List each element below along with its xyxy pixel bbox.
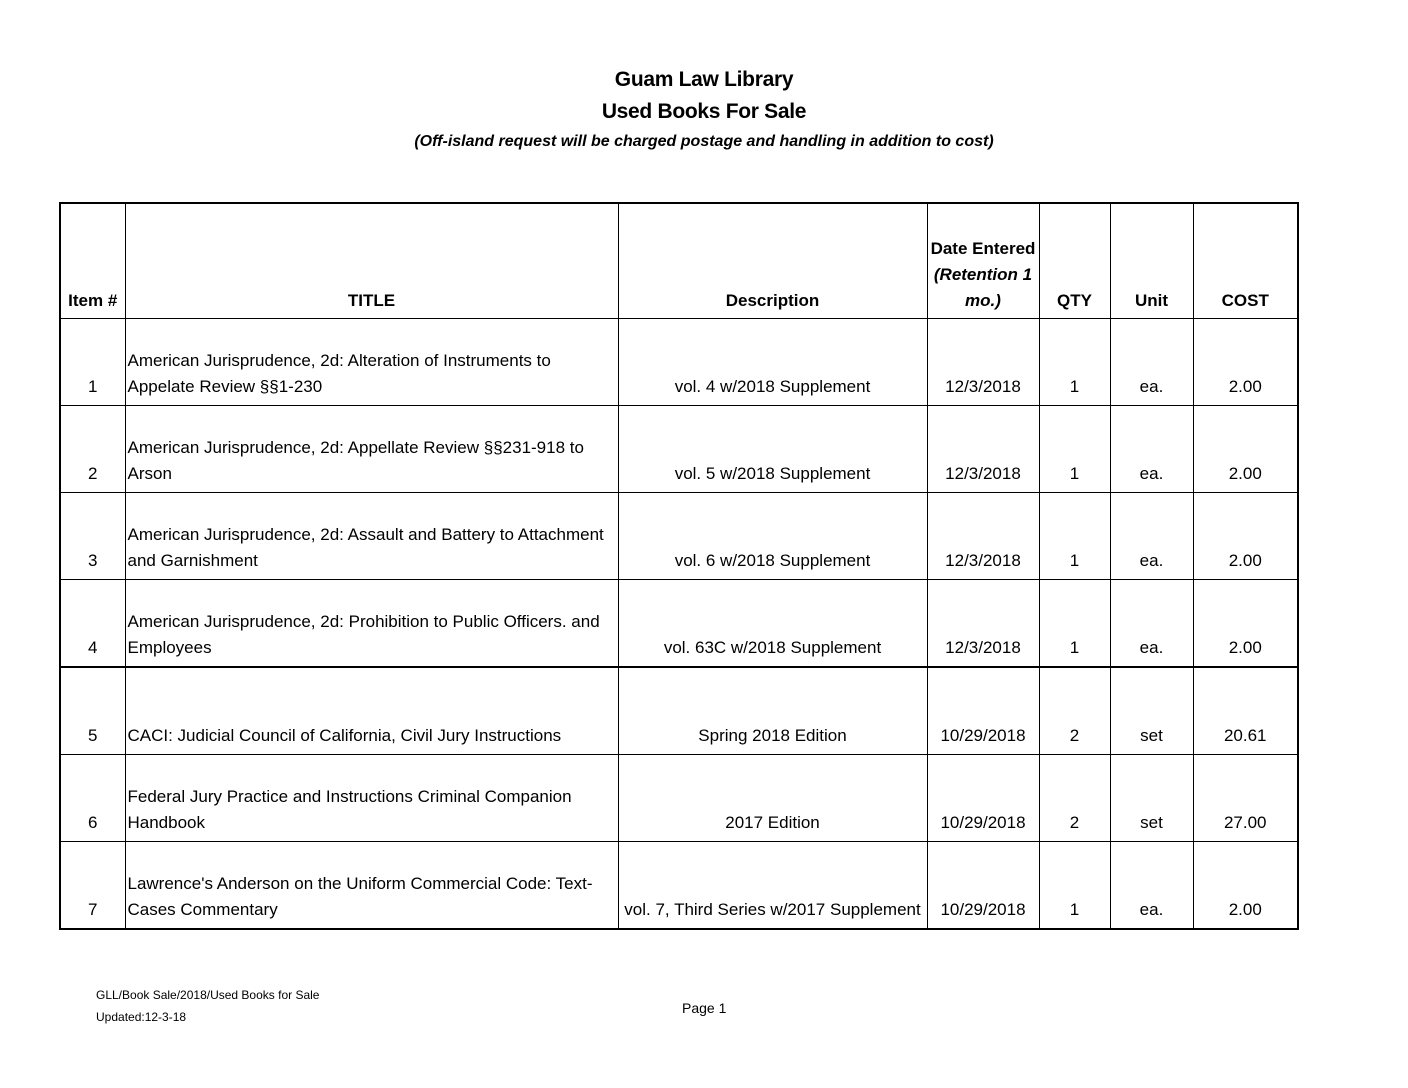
book-title: Lawrence's Anderson on the Uniform Commercial Code: Text-Cases Commentary [125, 842, 618, 930]
date-entered: 10/29/2018 [927, 755, 1039, 842]
footer-meta [96, 984, 319, 1028]
quantity: 1 [1039, 319, 1110, 406]
books-table [59, 202, 1299, 930]
item-number: 2 [60, 406, 125, 493]
item-number: 6 [60, 755, 125, 842]
quantity: 1 [1039, 406, 1110, 493]
book-description: Spring 2018 Edition [618, 667, 927, 755]
item-number: 4 [60, 580, 125, 668]
book-description: vol. 5 w/2018 Supplement [618, 406, 927, 493]
unit: ea. [1110, 580, 1193, 668]
document-title: Used Books For Sale [601, 100, 807, 123]
quantity: 2 [1039, 667, 1110, 755]
date-entered: 12/3/2018 [927, 406, 1039, 493]
cost: 2.00 [1193, 493, 1298, 580]
date-entered-label: Date Entered [930, 239, 1036, 258]
date-entered: 12/3/2018 [927, 319, 1039, 406]
cost: 27.00 [1193, 755, 1298, 842]
column-header-title: TITLE [125, 203, 618, 319]
unit: ea. [1110, 842, 1193, 930]
book-description: 2017 Edition [618, 755, 927, 842]
table-row [60, 667, 1298, 755]
header-row [60, 203, 1298, 319]
column-header-qty: QTY [1039, 203, 1110, 319]
library-name: Guam Law Library [614, 68, 794, 91]
book-description: vol. 4 w/2018 Supplement [618, 319, 927, 406]
unit: ea. [1110, 493, 1193, 580]
date-entered: 12/3/2018 [927, 580, 1039, 668]
cost: 2.00 [1193, 319, 1298, 406]
table-row [60, 319, 1298, 406]
cost: 20.61 [1193, 667, 1298, 755]
book-title: American Jurisprudence, 2d: Prohibition to Public Officers. and Employees [125, 580, 618, 668]
table-row [60, 493, 1298, 580]
table-row [60, 406, 1298, 493]
cost: 2.00 [1193, 406, 1298, 493]
unit: set [1110, 755, 1193, 842]
unit: ea. [1110, 319, 1193, 406]
item-number: 7 [60, 842, 125, 930]
column-header-item: Item # [60, 203, 125, 319]
table-row [60, 580, 1298, 668]
table-row [60, 842, 1298, 930]
quantity: 2 [1039, 755, 1110, 842]
unit: set [1110, 667, 1193, 755]
item-number: 1 [60, 319, 125, 406]
page-number: Page 1 [682, 1000, 727, 1016]
book-title: Federal Jury Practice and Instructions Criminal Companion Handbook [125, 755, 618, 842]
quantity: 1 [1039, 580, 1110, 668]
item-number: 3 [60, 493, 125, 580]
retention-note: (Retention 1 mo.) [933, 265, 1033, 310]
book-description: vol. 63C w/2018 Supplement [618, 580, 927, 668]
book-description: vol. 6 w/2018 Supplement [618, 493, 927, 580]
book-description: vol. 7, Third Series w/2017 Supplement [618, 842, 927, 930]
date-entered: 10/29/2018 [927, 667, 1039, 755]
date-entered: 12/3/2018 [927, 493, 1039, 580]
unit: ea. [1110, 406, 1193, 493]
shipping-note: (Off-island request will be charged postage and handling in addition to cost) [414, 133, 994, 150]
column-header-cost: COST [1193, 203, 1298, 319]
quantity: 1 [1039, 493, 1110, 580]
date-entered: 10/29/2018 [927, 842, 1039, 930]
table-row [60, 755, 1298, 842]
cost: 2.00 [1193, 580, 1298, 668]
book-title: CACI: Judicial Council of California, Civil Jury Instructions [125, 667, 618, 755]
cost: 2.00 [1193, 842, 1298, 930]
document-header [0, 64, 1408, 155]
book-title: American Jurisprudence, 2d: Alteration of Instruments to Appelate Review §§1-230 [125, 319, 618, 406]
book-title: American Jurisprudence, 2d: Assault and Battery to Attachment and Garnishment [125, 493, 618, 580]
file-path: GLL/Book Sale/2018/Used Books for Sale [96, 988, 320, 1002]
column-header-date [927, 203, 1039, 319]
column-header-unit: Unit [1110, 203, 1193, 319]
column-header-description: Description [618, 203, 927, 319]
updated-date: Updated:12-3-18 [96, 1010, 187, 1024]
book-title: American Jurisprudence, 2d: Appellate Review §§231-918 to Arson [125, 406, 618, 493]
quantity: 1 [1039, 842, 1110, 930]
item-number: 5 [60, 667, 125, 755]
